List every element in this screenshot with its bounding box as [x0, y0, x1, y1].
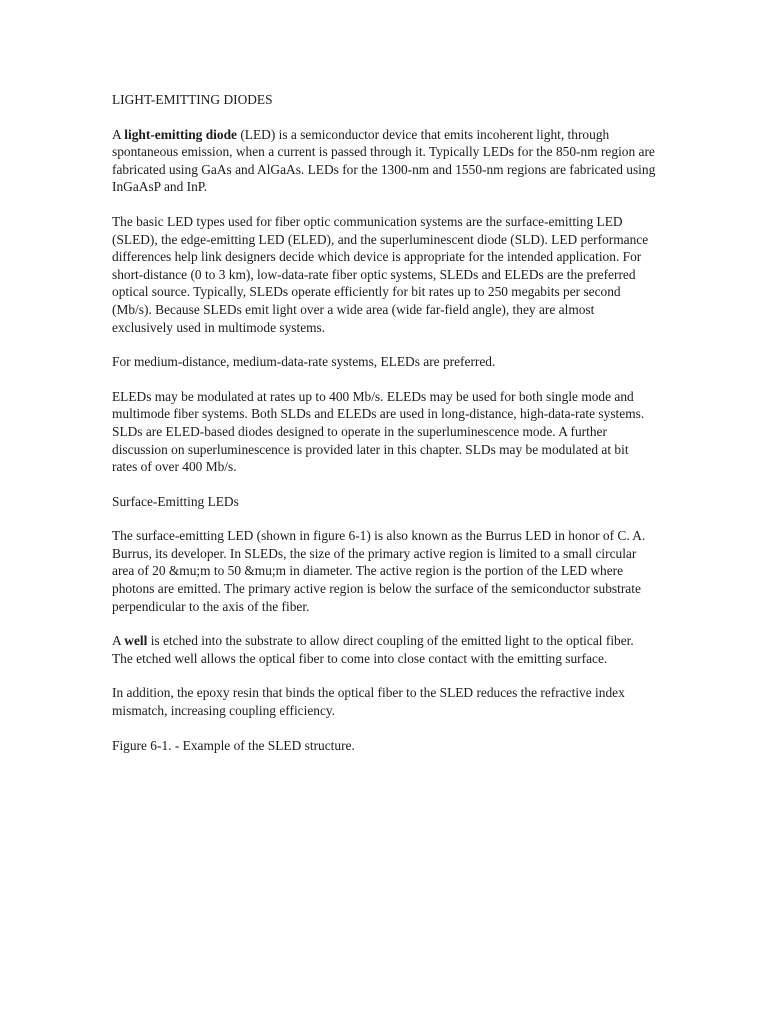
figure-caption: Figure 6-1. - Example of the SLED structure.	[112, 737, 355, 753]
paragraph-sled-description: The surface-emitting LED (shown in figure 6-1) is also known as the Burrus LED in honor of C. A. Burrus, its developer. In SLEDs, the size of the primary active region is limited to a small circular area of 20 &mu;m to 50 &mu;m in diameter. The active region is the portion of the LED where photons are emitted. The primary active region is below the surface of the semiconductor substrate perpendicular to the axis of the fiber.	[112, 528, 646, 614]
paragraph-led-types: The basic LED types used for fiber optic communication systems are the surface-emitting LED (SLED), the edge-emitting LED (ELED), and the superluminescent diode (SLD). LED performance differences help link designers decide which device is appropriate for the intended application. For short-distance (0 to 3 km), low-data-rate fiber optic systems, SLEDs and ELEDs are the preferred optical source. Typically, SLEDs operate efficiently for bit rates up to 250 megabits per second (Mb/s). Because SLEDs emit light over a wide area (wide far-field angle), they are almost exclusively used in multimode systems.	[112, 213, 649, 335]
bold-term-well: well	[124, 633, 148, 649]
paragraph-well	[112, 632, 657, 667]
paragraph-text-pre: A	[112, 126, 125, 142]
paragraph-epoxy: In addition, the epoxy resin that binds the optical fiber to the SLED reduces the refractive index mismatch, increasing coupling efficiency.	[112, 685, 625, 719]
paragraph-medium-distance: For medium-distance, medium-data-rate systems, ELEDs are preferred.	[112, 354, 496, 370]
paragraph-text-post: is etched into the substrate to allow direct coupling of the emitted light to the optical fiber. The etched well allows the optical fiber to come into close contact with the emitting surface.	[112, 633, 634, 666]
page-heading: LIGHT-EMITTING DIODES	[112, 92, 273, 107]
bold-term-light-emitting-diode: light-emitting diode	[124, 126, 237, 142]
section-subheading: Surface-Emitting LEDs	[112, 493, 239, 509]
paragraph-text-pre: A	[112, 633, 125, 649]
paragraph-eleds: ELEDs may be modulated at rates up to 400 Mb/s. ELEDs may be used for both single mode and multimode fiber systems. Both SLDs and ELEDs are used in long-distance, high-data-rate systems. SLDs are ELED-based diodes designed to operate in the superluminescence mode. A further discussion on superluminescence is provided later in this chapter. SLDs may be modulated at bit rates of over 400 Mb/s.	[112, 388, 645, 475]
paragraph-text-post: (LED) is a semiconductor device that emits incoherent light, through spontaneous emission, when a current is passed through it. Typically LEDs for the 850-nm region are fabricated using GaAs and AlGaAs. LEDs for the 1300-nm and 1550-nm regions are fabricated using InGaAsP and InP.	[112, 126, 656, 195]
paragraph-led-definition	[112, 126, 657, 196]
document-body	[112, 91, 657, 771]
